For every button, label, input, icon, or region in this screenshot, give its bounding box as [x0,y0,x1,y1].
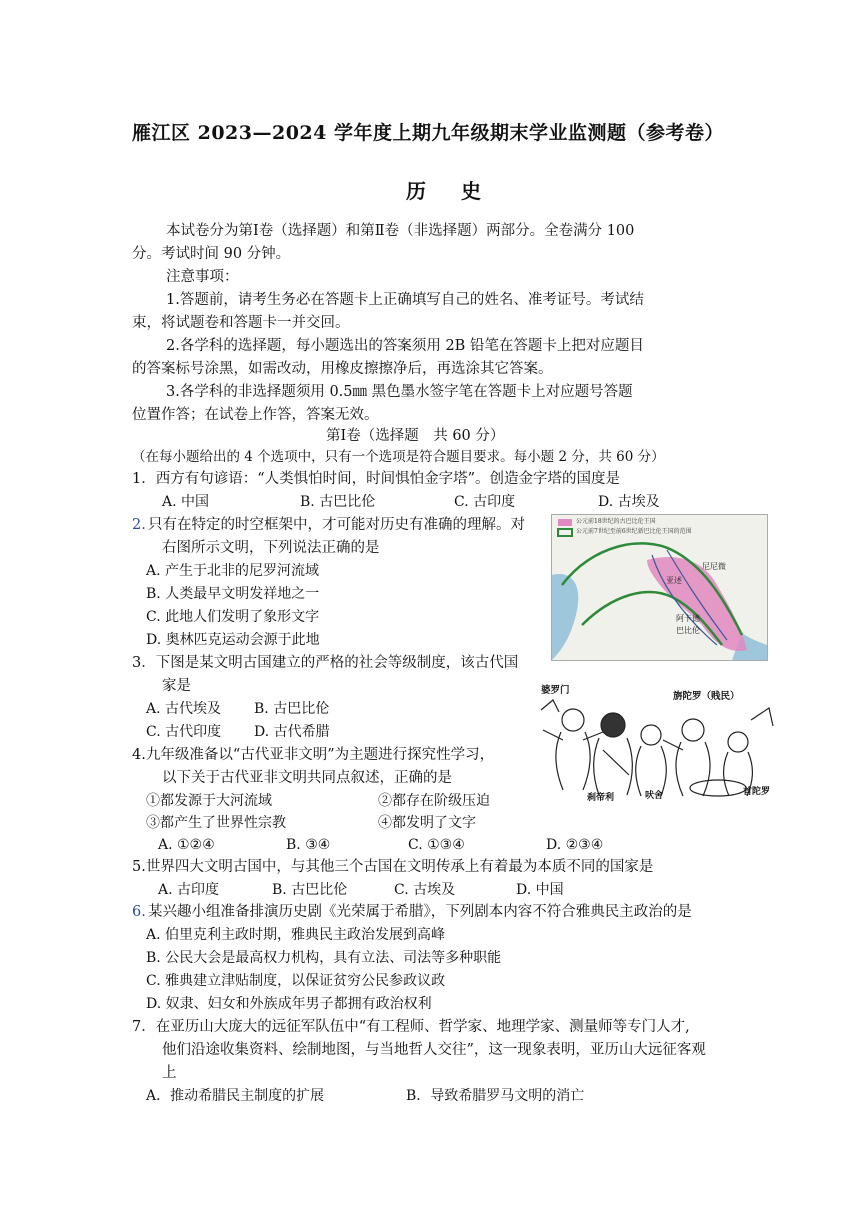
q4-statement-1: ①都发源于大河流域 [146,793,272,809]
q5-option-a: A. 古印度 [158,882,220,898]
intro-line-2: 分。考试时间 90 分钟。 [132,246,291,262]
section-instruction: （在每小题给出的 4 个选项中，只有一个选项是符合题目要求。每小题 2 分，共 60 分） [132,449,665,465]
q2-option-a: A. 产生于北非的尼罗河流域 [146,563,320,579]
q5-stem: 5.世界四大文明古国中，与其他三个古国在文明传承上有着最为本质不同的国家是 [132,859,654,875]
q2-option-c: C. 此地人们发明了象形文字 [146,609,320,625]
map-legend-2: 公元前7世纪至前6世纪新巴比伦王国的范围 [576,528,692,535]
q6-number: 6. [132,904,146,920]
notice-2a: 2.各学科的选择题，每小题选出的答案须用 2B 铅笔在答题卡上把对应题目 [166,338,644,354]
q4-stem-1: 4.九年级准备以“古代亚非文明”为主题进行探究性学习， [132,747,495,763]
map-graphic [552,515,767,660]
q3-option-c: C. 古代印度 [146,724,222,740]
notice-1a: 1.答题前，请考生务必在答题卡上正确填写自己的姓名、准考证号。考试结 [166,292,644,308]
map-label-babilun: 巴比伦 [676,626,700,635]
q3-stem-2: 家是 [162,678,191,694]
q5-option-b: B. 古巴比伦 [272,882,348,898]
notice-label: 注意事项： [166,269,239,285]
subject-title: 历 史 [406,179,495,203]
q2-option-b: B. 人类最早文明发祥地之一 [146,586,320,602]
notice-3a: 3.各学科的非选择题须用 0.5㎜ 黑色墨水签字笔在答题卡上对应题号答题 [166,384,633,400]
q1-option-a: A. 中国 [162,494,210,510]
q6-option-c: C. 雅典建立津贴制度，以保证贫穷公民参政议政 [146,973,446,989]
q1-option-c: C. 古印度 [454,494,516,510]
q3-stem-1: 3．下图是某文明古国建立的严格的社会等级制度，该古代国 [132,655,519,671]
q2-stem-1: 只有在特定的时空框架中，才可能对历史有准确的理解。对 [148,517,525,533]
q6-stem: 某兴趣小组准备排演历史剧《光荣属于希腊》，下列剧本内容不符合雅典民主政治的是 [148,904,692,920]
q7-stem-3: 上 [162,1065,177,1081]
mesopotamia-map [551,514,768,661]
q6-option-a: A. 伯里克利主政时期，雅典民主政治发展到高峰 [146,927,446,943]
q5-option-c: C. 古埃及 [394,882,456,898]
q3-option-b: B. 古巴比伦 [254,701,330,717]
q4-statement-2: ②都存在阶级压迫 [378,793,490,809]
q4-option-a: A. ①②④ [158,837,215,853]
q6-option-d: D. 奴隶、妇女和外族成年男子都拥有政治权利 [146,996,432,1012]
map-label-niniwei: 尼尼微 [702,562,726,571]
q6-option-b: B. 公民大会是最高权力机构，具有立法、司法等多种职能 [146,950,502,966]
caste-label-kshatriya: 刹帝利 [587,793,615,803]
q4-stem-2: 以下关于古代亚非文明共同点叙述，正确的是 [162,770,452,786]
intro-line-1: 本试卷分为第Ⅰ卷（选择题）和第Ⅱ卷（非选择题）两部分。全卷满分 100 [166,223,635,239]
q7-stem-2: 他们沿途收集资料、绘制地图，与当地哲人交往”，这一现象表明，亚历山大远征客观 [162,1042,706,1058]
legend-swatch-1 [558,519,572,526]
q2-option-d: D. 奥林匹克运动会源于此地 [146,632,320,648]
q4-option-c: C. ①③④ [408,837,465,853]
q7-option-a: A．推动希腊民主制度的扩展 [146,1088,325,1104]
q1-option-d: D. 古埃及 [598,494,660,510]
q7-option-b: B．导致希腊罗马文明的消亡 [406,1088,585,1104]
q7-stem-1: 7．在亚历山大庞大的远征军队伍中“有工程师、哲学家、地理学家、测量师等专门人才, [132,1019,690,1035]
notice-1b: 束，将试题卷和答题卡一并交回。 [132,315,350,331]
q3-option-d: D. 古代希腊 [254,724,330,740]
map-label-akade: 阿卡德 [676,614,700,623]
q1-stem: 1．西方有句谚语：“人类惧怕时间，时间惧怕金字塔”。创造金字塔的国度是 [132,471,621,487]
q3-option-a: A. 古代埃及 [146,701,222,717]
section-heading: 第Ⅰ卷（选择题 共 60 分） [326,428,505,444]
map-legend-1: 公元前18世纪的古巴比伦王国 [576,518,656,525]
q4-statement-4: ④都发明了文字 [378,815,476,831]
exam-title: 雁江区 2023—2024 学年度上期九年级期末学业监测题（参考卷） [132,122,724,144]
caste-illustration [533,680,779,802]
q1-option-b: B. 古巴比伦 [300,494,376,510]
q2-stem-2: 右图所示文明，下列说法正确的是 [162,540,380,556]
q4-option-b: B. ③④ [286,837,331,853]
notice-2b: 的答案标号涂黑，如需改动，用橡皮擦擦净后，再选涂其它答案。 [132,361,553,377]
q4-option-d: D. ②③④ [546,837,604,853]
caste-label-shudra: 首陀罗 [743,787,771,797]
caste-label-brahmin: 婆罗门 [541,685,570,696]
q2-number: 2. [132,517,146,533]
q4-statement-3: ③都产生了世界性宗教 [146,815,286,831]
caste-label-dalit: 旃陀罗（贱民） [673,691,740,702]
notice-3b: 位置作答；在试卷上作答，答案无效。 [132,407,379,423]
q5-option-d: D. 中国 [516,882,564,898]
map-label-yashu: 亚述 [666,576,682,585]
caste-label-vaishya: 吠舍 [645,791,664,801]
